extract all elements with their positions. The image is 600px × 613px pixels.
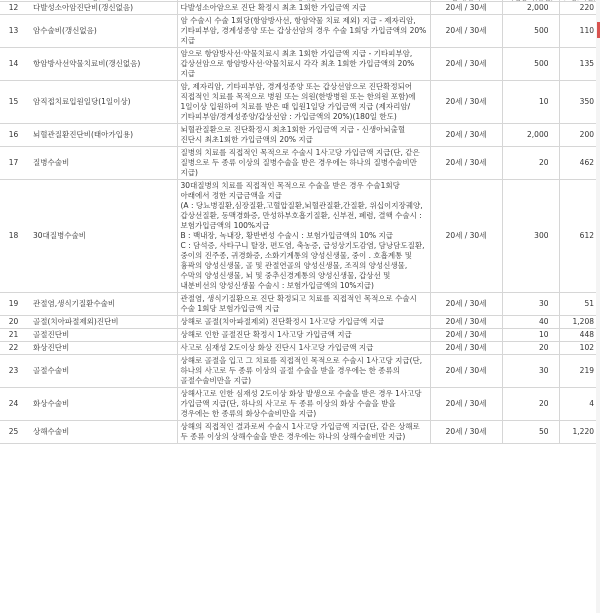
- premium: 4: [559, 388, 600, 421]
- coverage-amount: 30: [502, 355, 559, 388]
- payment-period: 20세 / 30세: [430, 180, 502, 293]
- payment-period: 20세 / 30세: [430, 124, 502, 147]
- row-number: 13: [0, 15, 27, 48]
- payment-period: 20세 / 30세: [430, 293, 502, 316]
- table-row: [0, 316, 600, 329]
- coverage-amount: 50: [502, 421, 559, 444]
- premium: 200: [559, 124, 600, 147]
- premium: 220: [559, 2, 600, 15]
- coverage-description: 암, 제자리암, 기타피부암, 경계성종양 또는 갑상선암으로 진단확정되어 직접적인 치료를 목적으로 병원 또는 의원(한방병원 또는 한의원 포함)에 1일이상 입원하여 치료를 받은 때 입원1일당 가입금액 지급 (제자리암/기타피부암/경계성종양/갑상선암 : 가입금액의 20%)(180일 한도): [177, 81, 430, 124]
- coverage-description: 암으로 항암방사선·약물치료시 최초 1회한 가입금액 지급 - 기타피부암, 갑상선암으로 항암방사선·약물치료시 각각 최초 1회한 가입금액의 20% 지급: [177, 48, 430, 81]
- scrollbar-track[interactable]: [596, 0, 600, 613]
- row-number: 18: [0, 180, 27, 293]
- payment-period: 20세 / 30세: [430, 316, 502, 329]
- premium: 612: [559, 180, 600, 293]
- table-row: [0, 355, 600, 388]
- table-row: [0, 124, 600, 147]
- table-row: [0, 2, 600, 15]
- coverage-amount: 30: [502, 293, 559, 316]
- premium: 1,220: [559, 421, 600, 444]
- row-number: 15: [0, 81, 27, 124]
- row-number: 17: [0, 147, 27, 180]
- coverage-amount: 500: [502, 48, 559, 81]
- payment-period: 20세 / 30세: [430, 147, 502, 180]
- premium: 51: [559, 293, 600, 316]
- row-number: 23: [0, 355, 27, 388]
- coverage-amount: 2,000: [502, 124, 559, 147]
- coverage-description: 다발성소아암으로 진단 확정시 최초 1회한 가입금액 지급: [177, 2, 430, 15]
- coverage-name: 골절(치아파절제외)진단비: [27, 316, 177, 329]
- premium: 462: [559, 147, 600, 180]
- coverage-amount: 500: [502, 15, 559, 48]
- row-number: 20: [0, 316, 27, 329]
- coverage-name: 화상수술비: [27, 388, 177, 421]
- table-row: [0, 388, 600, 421]
- payment-period: 20세 / 30세: [430, 2, 502, 15]
- coverage-name: 질병수술비: [27, 147, 177, 180]
- premium: 102: [559, 342, 600, 355]
- coverage-name: 화상진단비: [27, 342, 177, 355]
- coverage-amount: 10: [502, 329, 559, 342]
- payment-period: 20세 / 30세: [430, 15, 502, 48]
- coverage-description: 상해사고로 인한 심재성 2도이상 화상 발생으로 수술을 받은 경우 1사고당 가입금액 지급(단, 하나의 사고로 두 종류 이상의 화상 수술을 받을 경우에는 한 종류의 화상수술비만을 지급): [177, 388, 430, 421]
- premium: 135: [559, 48, 600, 81]
- coverage-description: 상해로 인한 골절진단 확정시 1사고당 가입금액 지급: [177, 329, 430, 342]
- coverage-description: 뇌혈관질환으로 진단확정시 최초1회한 가입금액 지급 - 신생아뇌출혈 진단시 최초1회한 가입금액의 20% 지급: [177, 124, 430, 147]
- table-row: [0, 180, 600, 293]
- payment-period: 20세 / 30세: [430, 342, 502, 355]
- coverage-name: 다발성소아암진단비(갱신없음): [27, 2, 177, 15]
- coverage-description: 상해로 골절(치아파절제외) 진단확정시 1사고당 가입금액 지급: [177, 316, 430, 329]
- row-number: 19: [0, 293, 27, 316]
- coverage-amount: 20: [502, 342, 559, 355]
- coverage-name: 골절진단비: [27, 329, 177, 342]
- coverage-description: 상해의 직접적인 결과로써 수술시 1사고당 가입금액 지급(단, 같은 상해로 두 종류 이상의 상해수술을 받은 경우에는 하나의 상해수술비만 지급): [177, 421, 430, 444]
- premium: 448: [559, 329, 600, 342]
- table-row: [0, 147, 600, 180]
- row-number: 24: [0, 388, 27, 421]
- coverage-description: 암 수술시 수술 1회당(항암방사선, 항암약물 치료 제외) 지급 - 제자리암, 기타피부암, 경계성종양 또는 갑상선암의 경우 수술 1회당 가입금액의 20% 지급: [177, 15, 430, 48]
- row-number: 14: [0, 48, 27, 81]
- row-number: 21: [0, 329, 27, 342]
- row-number: 16: [0, 124, 27, 147]
- payment-period: 20세 / 30세: [430, 421, 502, 444]
- coverage-name: 관절염,생식기질환수술비: [27, 293, 177, 316]
- premium: 1,208: [559, 316, 600, 329]
- coverage-description: 30대질병의 치료를 직접적인 목적으로 수술을 받은 경우 수술1회당 아래에서 정한 지급금액을 지급 (A : 당뇨병질환,심장질환,고혈압질환,뇌혈관질환,간질환, 위십이지장궤양, 갑상선질환, 동맥경화증, 만성하부호흡기질환, 신부전, 폐렴, 결핵 수술시 : 보험가입금액의 100%지급 B : 백내장, 녹내장, 황반변성 수술시 : 보험가입금액의 10% 지급 C : 담석증, 사타구니 탈장, 편도염, 축농증, 급성상기도감염, 담낭담도질환, 중이의 진주종, 귀경화증, 소화기계통의 양성신생물, 중이 . 호흡계통 및 흉곽의 양성신생물, 골 및 관절연골의 양성신생물, 조직의 양성신생물, 수막의 양성신생물, 뇌 및 중추신경계통의 양성신생물, 갑상선 및 내분비선의 양성신생물 수술시 : 보험가입금액의 10%지급): [177, 180, 430, 293]
- table-row: [0, 421, 600, 444]
- payment-period: 20세 / 30세: [430, 81, 502, 124]
- coverage-amount: 20: [502, 388, 559, 421]
- coverage-amount: 300: [502, 180, 559, 293]
- coverage-description: 질병의 치료를 직접적인 목적으로 수술시 1사고당 가입금액 지급(단, 같은 질병으로 두 종류 이상의 질병수술을 받은 경우에는 하나의 질병수술비만 지급): [177, 147, 430, 180]
- coverage-description: 사고로 심재성 2도이상 화상 진단시 1사고당 가입금액 지급: [177, 342, 430, 355]
- coverage-name: 30대질병수술비: [27, 180, 177, 293]
- coverage-amount: 2,000: [502, 2, 559, 15]
- premium: 350: [559, 81, 600, 124]
- coverage-name: 상해수술비: [27, 421, 177, 444]
- payment-period: 20세 / 30세: [430, 48, 502, 81]
- coverage-amount: 40: [502, 316, 559, 329]
- coverage-name: 골절수술비: [27, 355, 177, 388]
- table-row: [0, 48, 600, 81]
- coverage-amount: 10: [502, 81, 559, 124]
- table-row: [0, 293, 600, 316]
- row-number: 12: [0, 2, 27, 15]
- coverage-name: 뇌혈관질환진단비(태아가입용): [27, 124, 177, 147]
- premium: 110: [559, 15, 600, 48]
- coverage-name: 암수술비(갱신없음): [27, 15, 177, 48]
- table-row: [0, 329, 600, 342]
- coverage-amount: 20: [502, 147, 559, 180]
- coverage-name: 항암방사선약물치료비(갱신없음): [27, 48, 177, 81]
- premium: 219: [559, 355, 600, 388]
- payment-period: 20세 / 30세: [430, 329, 502, 342]
- table-row: [0, 342, 600, 355]
- row-number: 22: [0, 342, 27, 355]
- table-row: [0, 81, 600, 124]
- table-row: [0, 15, 600, 48]
- coverage-name: 암직접치료입원일당(1일이상): [27, 81, 177, 124]
- payment-period: 20세 / 30세: [430, 355, 502, 388]
- row-number: 25: [0, 421, 27, 444]
- coverage-description: 관절염, 생식기질환으로 진단 확정되고 치료를 직접적인 목적으로 수술시 수술 1회당 보험가입금액 지급: [177, 293, 430, 316]
- coverage-description: 상해로 골절을 입고 그 치료를 직접적인 목적으로 수술시 1사고당 지급(단, 하나의 사고로 두 종류 이상의 골절 수술을 받을 경우에는 한 종류의 골절수술비만을 지급): [177, 355, 430, 388]
- payment-period: 20세 / 30세: [430, 388, 502, 421]
